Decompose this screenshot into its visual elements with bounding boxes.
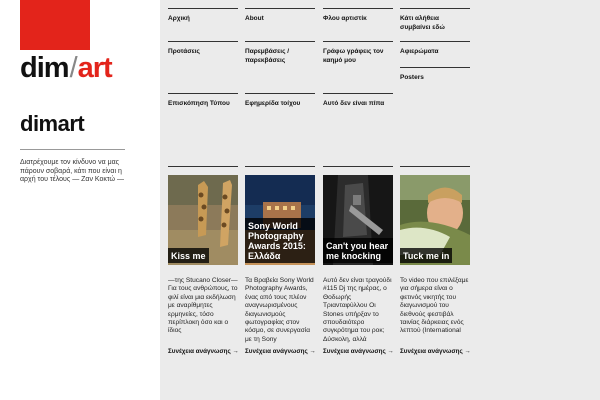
post-caption[interactable]: Kiss me (168, 248, 209, 263)
post-excerpt: Αυτό δεν είναι τραγούδι #115 Dj της ημέρας, ο Θοδωρής Τριανταφύλλου Οι Stones υπήρξαν το σπουδαιότερο συγκρότημα του ροκ; Δύσκολη, αλλά (323, 277, 392, 343)
site-logo[interactable] (20, 50, 112, 86)
card-divider (168, 166, 238, 175)
post-thumbnail-building[interactable] (245, 175, 315, 265)
nav-item-protaseis[interactable]: Προτάσεις (168, 41, 238, 57)
post-caption[interactable]: Tuck me in (400, 248, 452, 263)
read-more-link[interactable]: Συνέχεια ανάγνωσης → (245, 348, 316, 355)
divider (20, 149, 125, 150)
nav-item-flou-artistik[interactable]: Φλου αρτιστίκ (323, 8, 393, 24)
post-thumbnail-child[interactable] (400, 175, 470, 265)
nav-item-home[interactable]: Αρχική (168, 8, 238, 24)
post-card (245, 166, 315, 355)
post-excerpt: Τα Βραβεία Sony World Photography Awards, ένας από τους πλέον αναγνωρισμένους διαγωνισμούς φωτογραφίας στον κόσμο, σε συνεργασία με τη Sony (245, 277, 314, 343)
nav-item-episkopisi-typou[interactable]: Επισκόπηση Τύπου (168, 93, 238, 109)
logo-dim: dim (20, 52, 69, 84)
post-card (323, 166, 393, 355)
read-more-link[interactable]: Συνέχεια ανάγνωσης → (400, 348, 471, 355)
logo-slash: / (69, 52, 77, 84)
logo-red-block[interactable] (20, 0, 90, 50)
post-caption[interactable]: Sony World Photography Awards 2015: Ελλάδα (245, 218, 315, 263)
post-thumbnail-giraffes[interactable] (168, 175, 238, 265)
nav-item-paremvaseis[interactable]: Παρεμβάσεις / παρεκβάσεις (245, 41, 315, 65)
nav-item-afieromata[interactable]: Αφιερώματα (400, 41, 470, 57)
card-divider (245, 166, 315, 175)
site-tagline: Διατρέχουμε τον κίνδυνο να μας πάρουν σοβαρά, κάτι που είναι η αρχή του τέλους — Ζαν Κοκτώ — (20, 159, 124, 184)
nav-item-posters[interactable]: Posters (400, 67, 470, 83)
nav-item-grafo[interactable]: Γράφω γράφεις τον καημό μου (323, 41, 393, 65)
nav-item-about[interactable]: About (245, 8, 315, 24)
post-excerpt: —της Stucano Closer— Για τους ανθρώπους, το φιλί είναι μια εκδήλωση με αναρίθμητες ερμηνείες, τόσο περίπλοκη όσο και ο ίδιος (168, 277, 238, 335)
read-more-link[interactable]: Συνέχεια ανάγνωσης → (323, 348, 394, 355)
card-divider (323, 166, 393, 175)
sidebar (0, 0, 160, 400)
post-excerpt: Το video που επιλέξαμε για σήμερα είναι ο φετινός νικητής του διαγωνισμού του διεθνούς φεστιβάλ ταινίας διάρκειας ενός λεπτού (International (400, 277, 469, 335)
logo-art: art (77, 52, 112, 84)
post-caption[interactable]: Can't you hear me knocking (323, 238, 393, 263)
site-title[interactable]: dimart (20, 111, 85, 136)
post-card (168, 166, 238, 355)
nav-item-kati-alitheia[interactable]: Κάτι αλήθεια συμβαίνει εδώ (400, 8, 470, 32)
post-card (400, 166, 470, 355)
card-divider (400, 166, 470, 175)
post-thumbnail-guitarist[interactable] (323, 175, 393, 265)
nav-item-efimerida-toixou[interactable]: Εφημερίδα τοίχου (245, 93, 315, 109)
nav-item-auto-den-einai-pipa[interactable]: Αυτό δεν είναι πίπα (323, 93, 393, 109)
read-more-link[interactable]: Συνέχεια ανάγνωσης → (168, 348, 239, 355)
